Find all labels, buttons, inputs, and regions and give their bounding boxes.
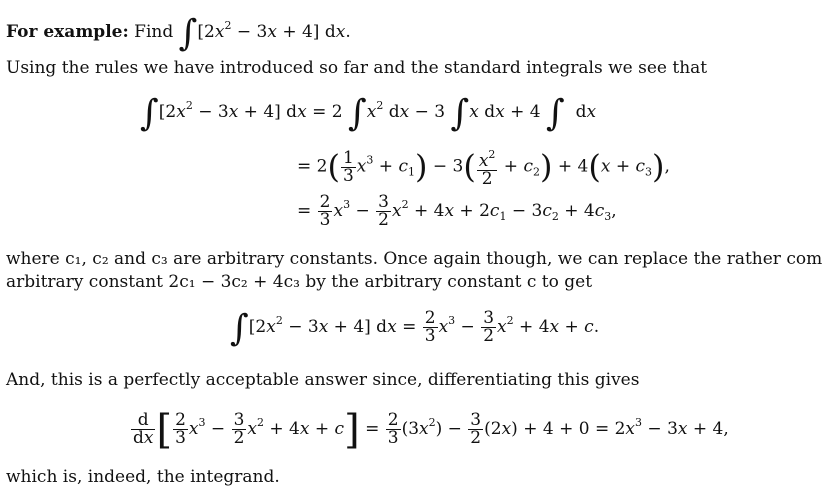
sentence-constants-1: where c₁, c₂ and c₃ are arbitrary constants. Once again though, we can replace the rather com (6, 249, 822, 269)
find-text: Find (134, 22, 174, 42)
derivation-line-3: = $\frac{2}{3}$ $x^3$ − $\frac{3}{2}$ $x^2 + 4x + 2c_1 - 3c_2 + 4c_3$, (297, 192, 617, 230)
check-equation: $\frac{d}{dx}$ [ $\frac{2}{3}$ $x^3$ − $\frac{3}{2}$ $x^2 + 4x + c$] = $\frac{2}{3}$ $(3x^2)$ − $\frac{3}{2}$ $(2x) + 4 + 0 = 2x^3 - 3x + 4$, (133, 407, 729, 453)
sentence-differentiating: And, this is a perfectly acceptable answer since, differentiating this gives (6, 370, 640, 390)
example-label: For example: (6, 22, 129, 42)
integral-sign-icon: ∫ (230, 308, 249, 349)
integral-sign-icon: ∫ (347, 93, 367, 134)
intro-integral: $[2x^2 - 3x + 4]$ dx. (197, 19, 351, 42)
sentence-constants-2: arbitrary constant 2c₁ − 3c₂ + 4c₃ by the arbitrary constant c to get (6, 272, 593, 292)
integral-sign-icon: ∫ (546, 93, 565, 134)
result-equation: $\int[2x^2 - 3x + 4]$ dx = $\frac{2}{3}$ $x^3$ − $\frac{3}{2}$ $x^2 + 4x + c$. (230, 308, 600, 349)
integral-sign-icon: ∫ (450, 93, 470, 134)
integral-sign-icon: ∫ (178, 13, 198, 54)
sentence-integrand: which is, indeed, the integrand. (6, 467, 280, 487)
intro-line (6, 13, 351, 54)
derivation-line-2: = 2( $\frac{1}{3}$ $x^3 + c_1) - 3$( $\frac{x^2}{2}$ + $c_2) + 4(x + c_3)$, (297, 147, 670, 189)
sentence-rules: Using the rules we have introduced so far and the standard integrals we see that (6, 58, 708, 78)
derivation-line-1: $\int[2x^2 - 3x + 4]$ dx = 2 $\int x^2$ dx − 3 ∫x dx + 4 ∫ dx (140, 93, 597, 134)
integral-sign-icon: ∫ (140, 93, 159, 134)
